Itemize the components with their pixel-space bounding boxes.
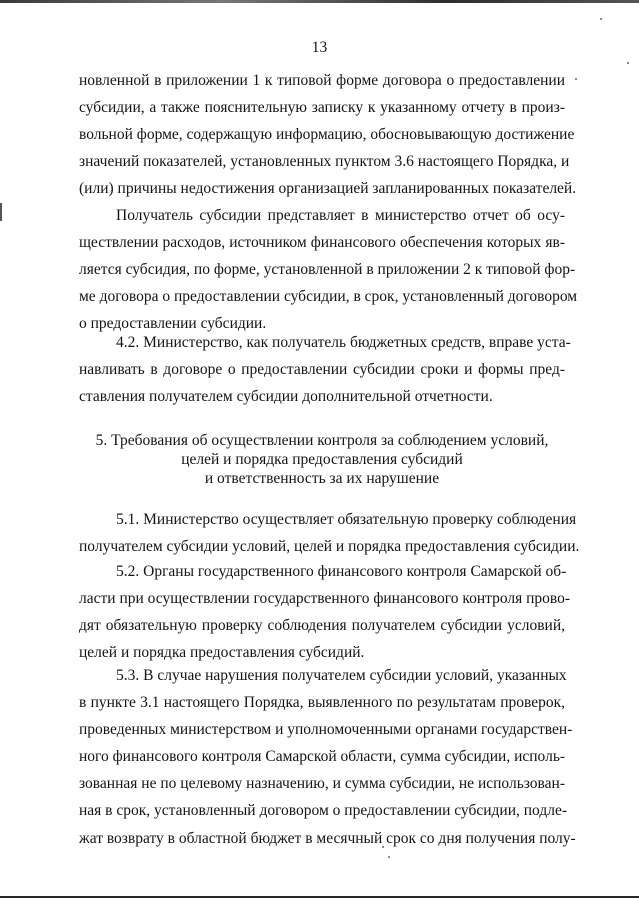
scan-edge-mark [0, 203, 2, 221]
scan-edge-bottom [0, 896, 639, 907]
text-line: о предоставлении субсидии. [79, 315, 267, 333]
text-line: вольной форме, содержащую информацию, обосновывающую достижение [79, 126, 575, 144]
text-line: целей и порядка предоставления субсидий. [79, 644, 365, 662]
scan-edge-top [0, 0, 639, 3]
text-line: новленной в приложении 1 к типовой форме договора о предоставлении [79, 72, 565, 89]
page-number: 13 [311, 39, 328, 56]
text-line: ного финансового контроля Самарской области, сумма субсидии, исполь- [79, 748, 566, 766]
text-line: 5.3. В случае нарушения получателем субсидии условий, указанных [116, 667, 567, 684]
paragraph-5-2 [79, 558, 571, 666]
text-line: ласти при осуществлении государственного финансового контроля прово- [79, 590, 571, 608]
text-line: ставления получателем субсидии дополнительной отчетности. [79, 388, 493, 406]
text-line: ществлении расходов, источником финансового обеспечения которых яв- [79, 234, 565, 252]
scan-speck [627, 62, 629, 64]
text-line: ная в срок, установленный договором о предоставлении субсидии, подле- [79, 802, 568, 820]
section-heading [79, 431, 565, 488]
text-line: субсидии, а также пояснительную записку к указанному отчету в произ- [79, 99, 565, 117]
text-line: дят обязательную проверку соблюдения получателем субсидии условий, [79, 617, 565, 635]
text-line: зованная не по целевому назначению, и сумма субсидии, не использован- [79, 775, 565, 793]
paragraph-5-1 [79, 506, 580, 560]
paragraph-continuation [79, 67, 577, 202]
heading-line: целей и порядка предоставления субсидий [181, 451, 463, 468]
text-line: 5.2. Органы государственного финансового контроля Самарской об- [116, 563, 567, 580]
text-line: (или) причины недостижения организацией запланированных показателей. [79, 180, 577, 198]
paragraph-report [79, 202, 578, 337]
scan-speck [600, 18, 602, 20]
text-line: Получатель субсидии представляет в министерство отчет об осу- [116, 207, 565, 224]
text-line: значений показателей, установленных пунктом 3.6 настоящего Порядка, и [79, 153, 570, 171]
text-line: ляется субсидия, по форме, установленной в приложении 2 к типовой фор- [79, 261, 576, 279]
scan-speck [575, 78, 577, 80]
text-line: 4.2. Министерство, как получатель бюджетных средств, вправе уста- [116, 334, 571, 351]
text-line: проведенных министерством и уполномоченными органами государствен- [79, 721, 573, 739]
text-line: получателем субсидии условий, целей и порядка предоставления субсидии. [79, 538, 580, 556]
text-line: навливать в договоре о предоставлении субсидии сроки и формы пред- [79, 361, 565, 379]
text-line: ме договора о предоставлении субсидии, в срок, установленный договором [79, 288, 578, 306]
paragraph-4-2 [79, 329, 571, 410]
scan-speck [388, 856, 390, 858]
heading-line: 5. Требования об осуществлении контроля за соблюдением условий, [95, 432, 549, 449]
paragraph-5-3 [79, 662, 576, 852]
text-line: жат возврату в областной бюджет в месячный срок со дня получения полу- [79, 829, 576, 847]
text-line: в пункте 3.1 настоящего Порядка, выявленного по результатам проверок, [79, 694, 565, 712]
text-line: 5.1. Министерство осуществляет обязательную проверку соблюдения [116, 511, 577, 528]
heading-line: и ответственность за их нарушение [204, 470, 440, 487]
